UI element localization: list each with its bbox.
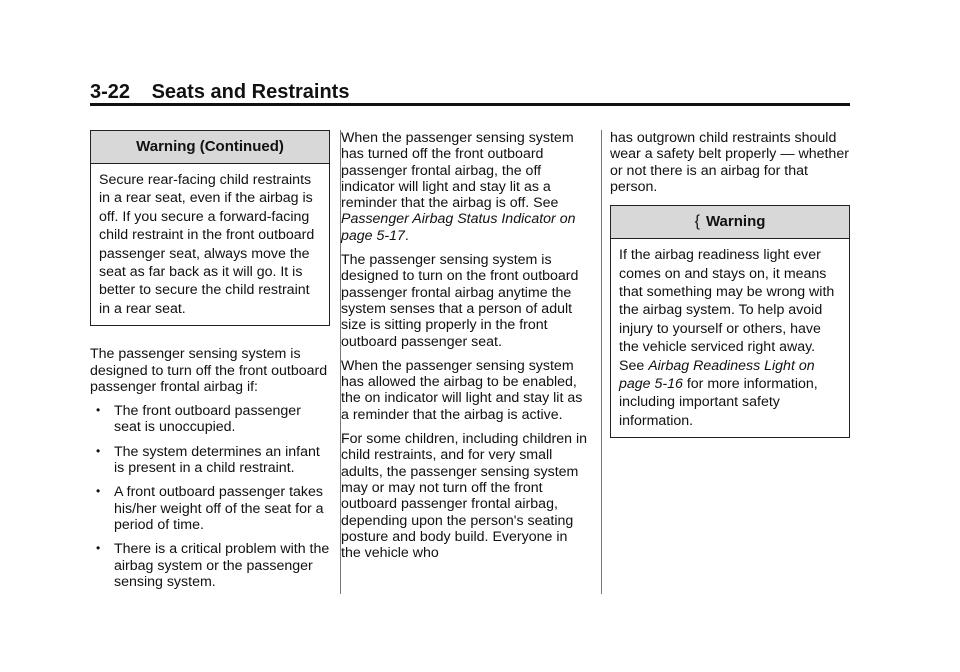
bullet-icon: • <box>96 541 101 556</box>
column-2 <box>341 130 591 569</box>
column-3 <box>610 130 850 458</box>
intro-paragraph: The passenger sensing system is designed to turn off the front outboard passenger frontal airbag if: <box>90 346 328 395</box>
warning-text: If the airbag readiness light ever comes on and stays on, it means that something may be wrong with the airbag system. To help avoid injury to yourself or others, have the vehicle serviced right away. See <box>619 247 835 374</box>
bullet-icon: • <box>96 443 101 458</box>
column-divider <box>601 130 602 594</box>
list-item-text: The front outboard passenger seat is unoccupied. <box>114 403 301 436</box>
page-header <box>90 80 850 104</box>
warning-box-title: Warning <box>705 213 766 231</box>
warning-box <box>610 205 850 438</box>
paragraph: has outgrown child restraints should wear a safety belt properly — whether or not there is an airbag for that person. <box>610 130 849 195</box>
warning-continued-box <box>90 130 330 326</box>
list-item <box>90 484 330 533</box>
page-reference-link[interactable]: Airbag Readiness Light on page 5-16 <box>619 357 815 393</box>
warning-box-title: Warning (Continued) <box>91 131 329 164</box>
list-item <box>90 444 330 477</box>
paragraph: The passenger sensing system is designed to turn on the front outboard passenger frontal airbag anytime the system senses that a person of adult size is sitting properly in the front outboard passenger seat. <box>341 252 579 350</box>
list-item-text: A front outboard passenger takes his/her weight off of the seat for a period of time. <box>114 484 324 533</box>
paragraph-text: When the passenger sensing system has turned off the front outboard passenger frontal airbag, the off indicator will light and stay lit as a reminder that the airbag is off. See <box>341 130 574 212</box>
condition-list <box>90 403 330 590</box>
warning-icon: { <box>694 213 700 231</box>
warning-box-body: Secure rear-facing child restraints in a rear seat, even if the airbag is off. If you secure a forward-facing child restraint in the front outboard passenger seat, always move the seat as far back as it will go. It is better to secure the child restraint in a rear seat. <box>99 172 315 317</box>
warning-box-header <box>611 206 849 239</box>
warning-text: for more information, including important safety information. <box>619 376 818 429</box>
column-1 <box>90 130 330 598</box>
paragraph-text: . <box>404 227 409 244</box>
section-title: Seats and Restraints <box>151 81 350 103</box>
bullet-icon: • <box>96 403 101 418</box>
page-reference-link[interactable]: Passenger Airbag Status Indicator on page 5-17 <box>341 211 576 244</box>
paragraph: When the passenger sensing system has allowed the airbag to be enabled, the on indicator will light and stay lit as a reminder that the airbag is active. <box>341 357 583 423</box>
list-item <box>90 541 330 590</box>
paragraph: For some children, including children in child restraints, and for very small adults, the passenger sensing system may or may not turn off the front outboard passenger frontal airbag, depending upon the person's seating posture and body build. Everyone in the vehicle who <box>341 431 588 562</box>
bullet-icon: • <box>96 484 101 499</box>
page-number: 3-22 <box>90 81 131 103</box>
list-item-text: The system determines an infant is present in a child restraint. <box>114 443 320 477</box>
list-item <box>90 403 330 436</box>
header-rule <box>90 103 850 106</box>
list-item-text: There is a critical problem with the airbag system or the passenger sensing system. <box>114 541 330 590</box>
paragraph <box>341 130 591 244</box>
warning-box-body <box>611 239 849 437</box>
